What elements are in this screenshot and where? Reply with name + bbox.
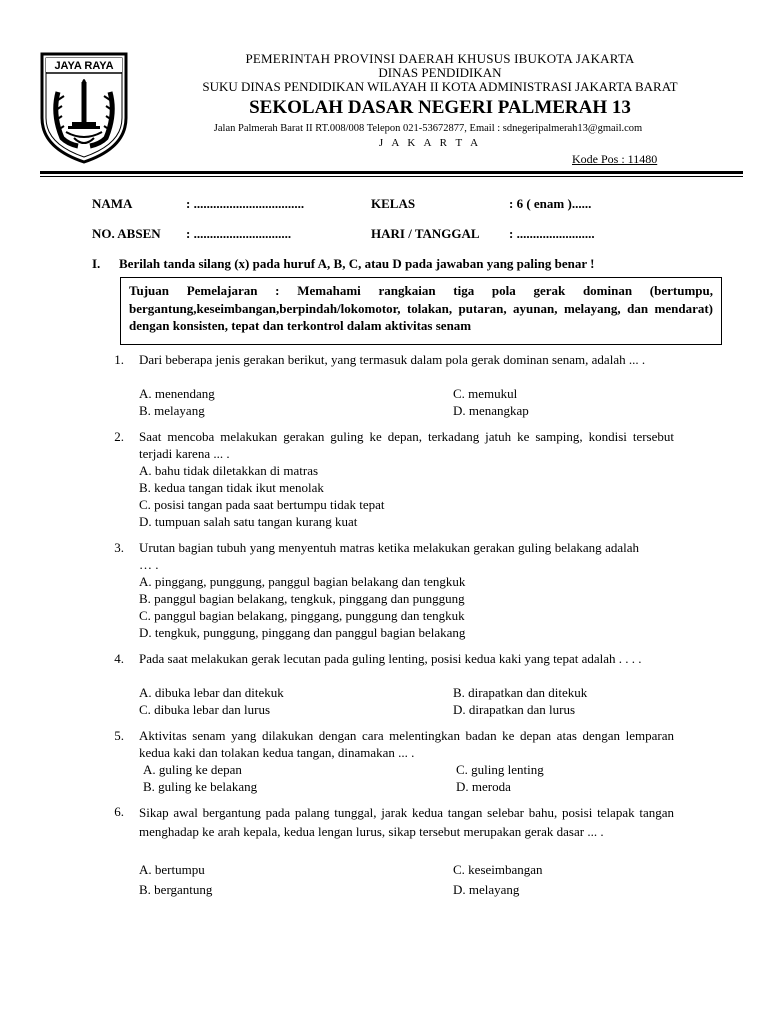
answer-option[interactable]: D. tengkuk, punggung, pinggang dan panggul bagian belakang: [139, 625, 466, 640]
answer-option[interactable]: C. keseimbangan: [453, 862, 543, 877]
absen-field[interactable]: : ..............................: [186, 226, 292, 241]
learning-objective-box: Tujuan Pemelajaran : Memahami rangkaian tiga pola gerak dominan (bertumpu, bergantung,keseimbangan,berpindah/lokomotor, tolakan, putaran, ayunan, melayang, dan mendarat) dengan konsisten, tepat dan terkontrol dalam aktivitas senam: [120, 277, 722, 345]
question-number: 1.: [114, 352, 124, 367]
answer-option[interactable]: B. kedua tangan tidak ikut menolak: [139, 480, 324, 495]
section-instruction: Berilah tanda silang (x) pada huruf A, B, C, atau D pada jawaban yang paling benar !: [119, 256, 595, 271]
question-number: 6.: [114, 804, 124, 819]
school-city: J A K A R T A: [378, 137, 482, 149]
absen-label: NO. ABSEN: [92, 226, 161, 241]
question-text: Dari beberapa jenis gerakan berikut, yang termasuk dalam pola gerak dominan senam, adalah ... .: [139, 352, 646, 367]
answer-option[interactable]: B. dirapatkan dan ditekuk: [453, 685, 588, 700]
kelas-field[interactable]: : 6 ( enam )......: [509, 196, 592, 211]
answer-option[interactable]: C. dibuka lebar dan lurus: [139, 702, 271, 717]
hari-tanggal-label: HARI / TANGGAL: [371, 226, 480, 241]
header-department-line: DINAS PENDIDIKAN: [378, 65, 502, 80]
hari-tanggal-field[interactable]: : ........................: [509, 226, 595, 241]
question-text: Saat mencoba melakukan gerakan guling ke depan, terkadang jatuh ke samping, kondisi tersebut terjadi karena ... .: [139, 429, 674, 461]
question-text: Sikap awal bergantung pada palang tunggal, jarak kedua tangan selebar bahu, posisi telapak tangan menghadap ke arah kepala, kedua lengan lurus, sikap tersebut merupakan gerak dasar ... .: [139, 805, 674, 839]
answer-option[interactable]: A. bertumpu: [139, 862, 205, 877]
answer-option[interactable]: B. melayang: [139, 403, 205, 418]
answer-option[interactable]: C. memukul: [453, 386, 518, 401]
question-text: Aktivitas senam yang dilakukan dengan cara melentingkan badan ke depan atas dengan lemparan kedua kaki dan tolakan kedua tangan, dinamakan ... .: [139, 728, 674, 760]
header-divider-thick: [40, 171, 743, 174]
answer-option[interactable]: D. melayang: [453, 882, 520, 897]
section-number: I.: [92, 256, 101, 271]
header-government-line: PEMERINTAH PROVINSI DAERAH KHUSUS IBUKOTA JAKARTA: [245, 51, 635, 66]
answer-option[interactable]: C. guling lenting: [456, 762, 544, 777]
question-number: 3.: [114, 540, 124, 555]
answer-option[interactable]: B. guling ke belakang: [143, 779, 258, 794]
answer-option[interactable]: B. panggul bagian belakang, tengkuk, pinggang dan punggung: [139, 591, 465, 606]
question-number: 2.: [114, 429, 124, 444]
school-name: SEKOLAH DASAR NEGERI PALMERAH 13: [249, 97, 631, 118]
header-subdepartment-line: SUKU DINAS PENDIDIKAN WILAYAH II KOTA ADMINISTRASI JAKARTA BARAT: [202, 79, 678, 94]
nama-field[interactable]: : ..................................: [186, 196, 305, 211]
school-address: Jalan Palmerah Barat II RT.008/008 Telepon 021-53672877, Email : sdnegeripalmerah13@gmail.com: [213, 123, 643, 134]
answer-option[interactable]: D. dirapatkan dan lurus: [453, 702, 576, 717]
jakarta-emblem-logo: [38, 52, 130, 164]
answer-option[interactable]: A. menendang: [139, 386, 215, 401]
svg-text:JAYA RAYA: JAYA RAYA: [54, 60, 114, 72]
question-text: Urutan bagian tubuh yang menyentuh matras ketika melakukan gerakan guling belakang adalah … .: [139, 540, 639, 572]
answer-option[interactable]: A. bahu tidak diletakkan di matras: [139, 463, 319, 478]
answer-option[interactable]: D. tumpuan salah satu tangan kurang kuat: [139, 514, 358, 529]
question-text: Pada saat melakukan gerak lecutan pada guling lenting, posisi kedua kaki yang tepat adalah . . . .: [139, 651, 642, 666]
answer-option[interactable]: C. panggul bagian belakang, pinggang, punggung dan tengkuk: [139, 608, 465, 623]
postal-code: Kode Pos : 11480: [572, 152, 658, 166]
answer-option[interactable]: B. bergantung: [139, 882, 213, 897]
answer-option[interactable]: D. meroda: [456, 779, 511, 794]
header-divider-thin: [40, 176, 743, 177]
answer-option[interactable]: C. posisi tangan pada saat bertumpu tidak tepat: [139, 497, 385, 512]
answer-option[interactable]: A. pinggang, punggung, panggul bagian belakang dan tengkuk: [139, 574, 466, 589]
answer-option[interactable]: A. dibuka lebar dan ditekuk: [139, 685, 284, 700]
question-number: 5.: [114, 728, 124, 743]
kelas-label: KELAS: [371, 196, 416, 211]
answer-option[interactable]: A. guling ke depan: [143, 762, 242, 777]
question-number: 4.: [114, 651, 124, 666]
answer-option[interactable]: D. menangkap: [453, 403, 529, 418]
nama-label: NAMA: [92, 196, 133, 211]
